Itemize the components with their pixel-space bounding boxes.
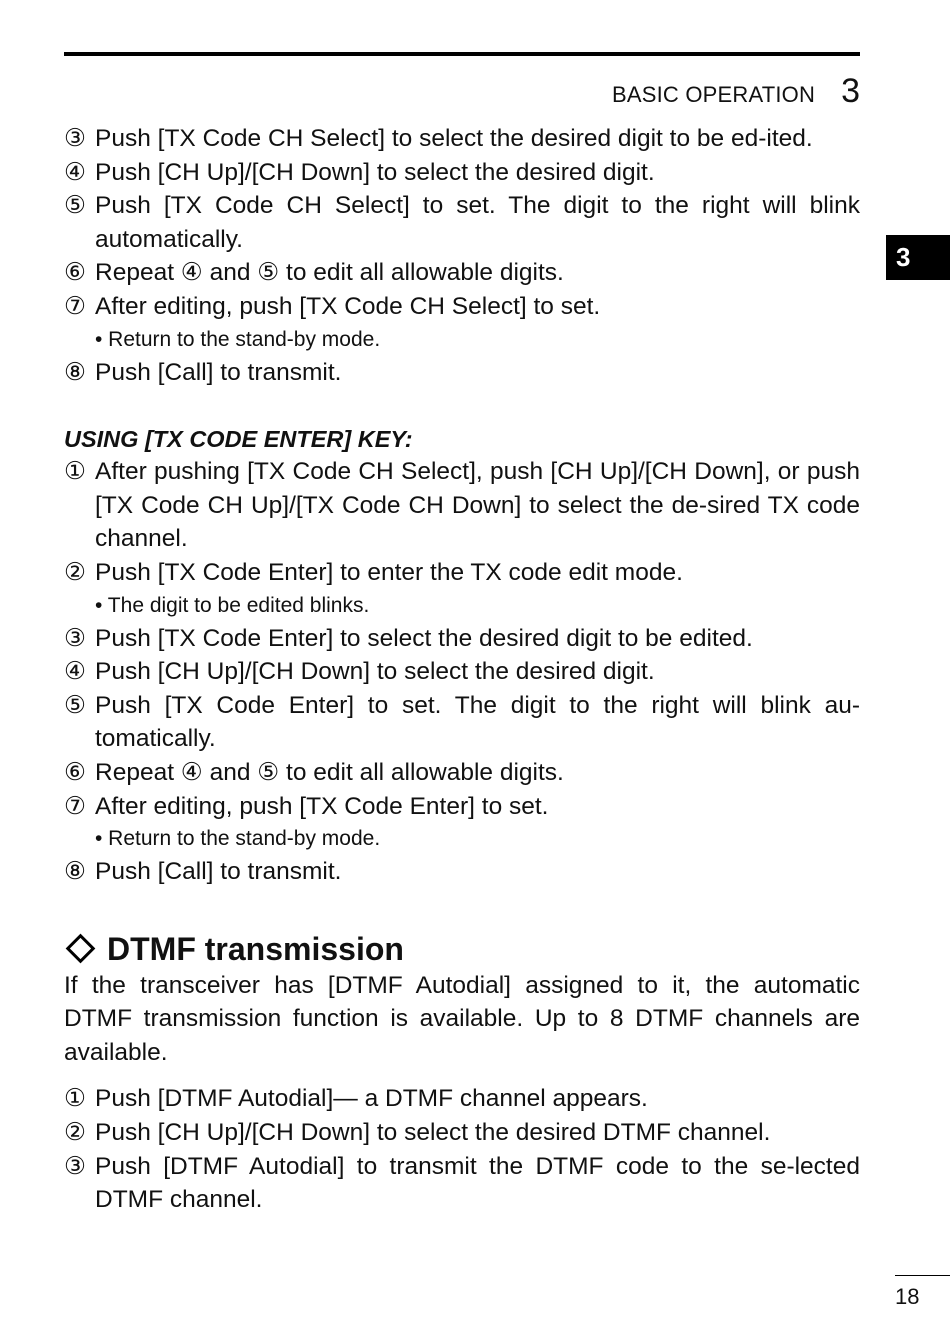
step-text: After editing, push [TX Code Enter] to set. (95, 792, 549, 820)
list-item (64, 556, 860, 590)
step-number: ③ (64, 125, 86, 152)
diamond-icon (66, 934, 96, 964)
step-list-b (64, 455, 860, 889)
step-number: ⑤ (64, 691, 86, 719)
step-number: ⑦ (64, 292, 86, 320)
list-item (64, 855, 860, 889)
list-item (64, 756, 860, 790)
step-text: Push [Call] to transmit. (95, 858, 342, 886)
step-text: Push [TX Code CH Select] to select the desired digit to be ed-ited. (95, 125, 813, 152)
step-text: Push [TX Code Enter] to set. The digit to the right will blink au-tomatically. (95, 691, 860, 753)
step-number: ② (64, 1119, 86, 1147)
section-title-text: DTMF transmission (107, 930, 404, 967)
step-text: Push [DTMF Autodial]— a DTMF channel appears. (95, 1085, 648, 1113)
list-item (64, 1116, 860, 1150)
list-item (64, 689, 860, 756)
step-number: ③ (64, 1152, 86, 1180)
step-text: Push [CH Up]/[CH Down] to select the desired digit. (95, 158, 655, 186)
chapter-number: 3 (841, 72, 860, 110)
step-text: Push [Call] to transmit. (95, 358, 342, 386)
page-content (64, 122, 860, 1217)
step-number: ⑦ (64, 792, 86, 820)
subheading: USING [TX CODE ENTER] KEY: (64, 426, 413, 453)
footer-rule (895, 1275, 950, 1276)
step-text: Push [DTMF Autodial] to transmit the DTMF code to the se-lected DTMF channel. (95, 1152, 860, 1214)
step-text: Push [TX Code Enter] to enter the TX code edit mode. (95, 558, 683, 586)
step-number: ⑧ (64, 358, 86, 386)
list-item (64, 256, 860, 290)
intro-paragraph: If the transceiver has [DTMF Autodial] assigned to it, the automatic DTMF transmission function is available. Up to 8 DTMF channels are available. (64, 971, 860, 1066)
section-label: BASIC OPERATION (612, 82, 816, 107)
page-number: 18 (895, 1284, 920, 1309)
list-item (64, 290, 860, 324)
list-item (64, 790, 860, 824)
list-item (64, 122, 860, 156)
list-item (64, 356, 860, 390)
step-number: ① (64, 458, 86, 486)
step-number: ⑥ (64, 259, 86, 287)
step-note: • Return to the stand-by mode. (95, 827, 381, 851)
list-item (64, 156, 860, 190)
step-text: Repeat ④ and ⑤ to edit all allowable digits. (95, 259, 564, 287)
list-item (64, 622, 860, 656)
step-text: Repeat ④ and ⑤ to edit all allowable digits. (95, 758, 564, 786)
step-number: ⑧ (64, 858, 86, 886)
list-item (64, 455, 860, 556)
chapter-tab: 3 (886, 235, 950, 280)
step-number: ⑥ (64, 758, 86, 786)
step-text: After editing, push [TX Code CH Select] to set. (95, 292, 601, 320)
step-number: ⑤ (64, 192, 86, 220)
section-title (64, 929, 860, 969)
step-text: After pushing [TX Code CH Select], push [CH Up]/[CH Down], or push [TX Code CH Up]/[TX Code CH Down] to select the de-sired TX code channel. (95, 458, 860, 553)
step-list-a (64, 122, 860, 389)
list-item (64, 1082, 860, 1116)
step-text: Push [TX Code CH Select] to set. The digit to the right will blink automatically. (95, 192, 860, 253)
step-number: ④ (64, 658, 86, 686)
top-rule (64, 52, 860, 56)
running-header (612, 72, 860, 111)
step-text: Push [CH Up]/[CH Down] to select the desired digit. (95, 658, 655, 686)
step-text: Push [TX Code Enter] to select the desired digit to be edited. (95, 624, 753, 652)
step-list-c (64, 1082, 860, 1216)
step-note: • The digit to be edited blinks. (95, 593, 370, 617)
step-note: • Return to the stand-by mode. (95, 327, 381, 351)
step-number: ④ (64, 158, 86, 186)
step-number: ① (64, 1085, 86, 1113)
step-number: ③ (64, 624, 86, 652)
step-text: Push [CH Up]/[CH Down] to select the desired DTMF channel. (95, 1119, 771, 1147)
list-item (64, 1150, 860, 1217)
step-number: ② (64, 558, 86, 586)
list-item (64, 189, 860, 256)
list-item (64, 655, 860, 689)
